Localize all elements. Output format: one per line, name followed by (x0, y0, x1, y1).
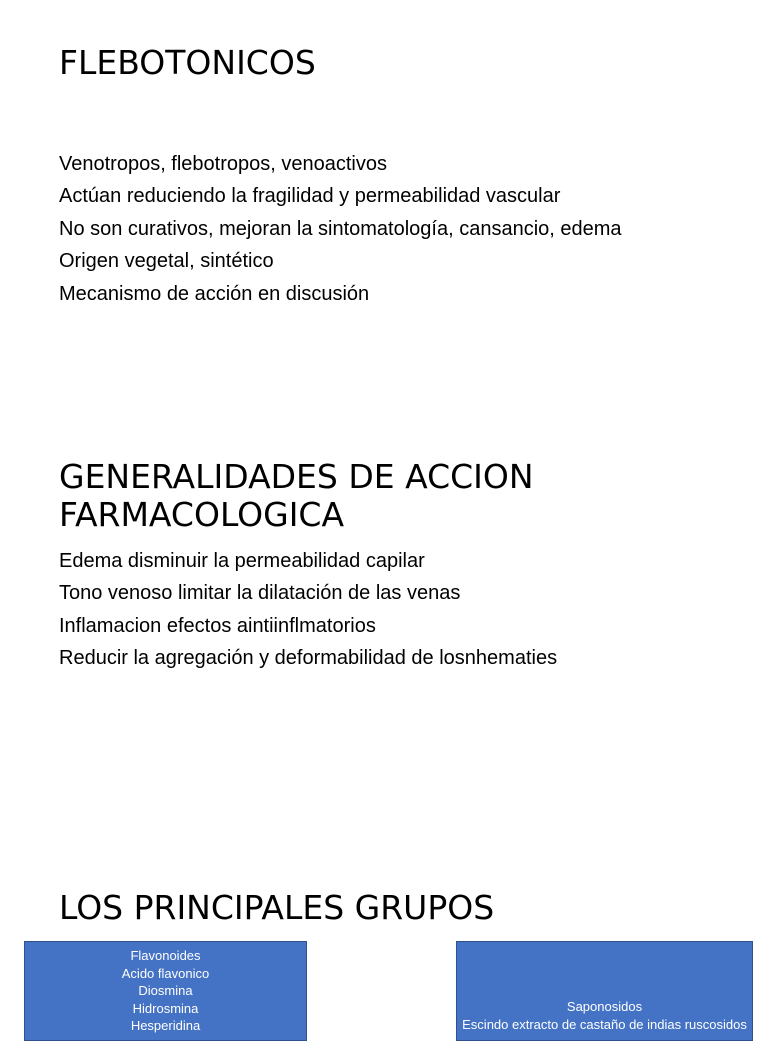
box-line: Acido flavonico (121, 965, 210, 981)
list-item: Edema disminuir la permeabilidad capilar (59, 550, 425, 572)
section-title-flebotonicos: FLEBOTONICOS (59, 43, 316, 82)
list-item: Mecanismo de acción en discusión (59, 282, 370, 305)
flavonoides-box (24, 941, 307, 1041)
box-line: Flavonoides (130, 948, 201, 963)
section-title-principales-grupos: LOS PRINCIPALES GRUPOS (59, 888, 495, 927)
list-item: No son curativos, mejoran la sintomatología, cansancio, edema (59, 217, 622, 240)
list-item: Actúan reduciendo la fragilidad y permeabilidad vascular (59, 185, 561, 208)
flebotonicos-list (59, 148, 622, 310)
box-line: Hidrosmina (132, 1000, 199, 1016)
box-line: Diosmina (138, 983, 193, 999)
generalidades-list (59, 545, 557, 675)
list-item: Venotropos, flebotropos, venoactivos (59, 153, 387, 175)
title-line: GENERALIDADES DE ACCION (59, 457, 534, 496)
box-line: Saponosidos (566, 999, 643, 1014)
list-item: Reducir la agregación y deformabilidad de losnhematies (59, 647, 558, 670)
list-item: Origen vegetal, sintético (59, 250, 274, 273)
saponosidos-box (456, 941, 753, 1041)
section-title-generalidades (59, 458, 534, 534)
title-line: FARMACOLOGICA (59, 495, 345, 534)
box-line: Escindo extracto de castaño de indias ruscosidos (462, 1016, 747, 1032)
box-line: Hesperidina (130, 1018, 201, 1034)
list-item: Tono venoso limitar la dilatación de las venas (59, 582, 461, 605)
list-item: Inflamacion efectos aintiinflmatorios (59, 614, 376, 637)
